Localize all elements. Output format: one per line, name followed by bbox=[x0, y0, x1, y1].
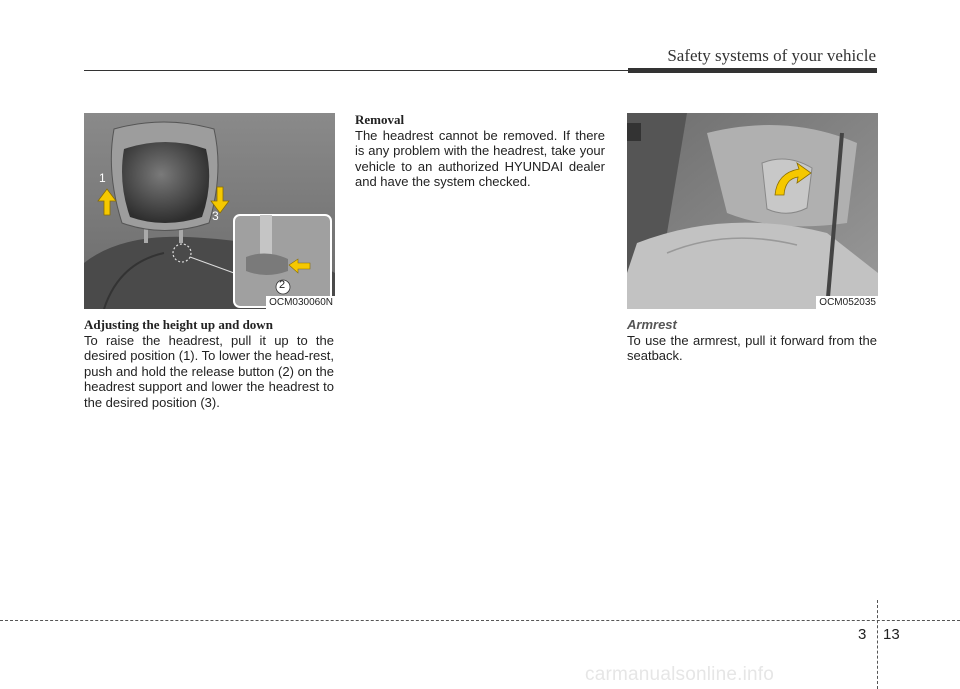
chapter-number: 3 bbox=[858, 626, 867, 643]
middle-column-text bbox=[355, 112, 605, 190]
watermark: carmanualsonline.info bbox=[585, 664, 775, 685]
figure-label-3: 3 bbox=[212, 209, 219, 223]
section-heading: Armrest bbox=[627, 317, 677, 332]
figure-code: OCM052035 bbox=[816, 296, 878, 309]
page-header-title: Safety systems of your vehicle bbox=[667, 46, 876, 65]
armrest-photo bbox=[627, 113, 878, 309]
left-column-text bbox=[84, 317, 334, 411]
section-heading: Removal bbox=[355, 112, 405, 127]
body-paragraph: To use the armrest, pull it forward from the seatback. bbox=[627, 332, 877, 364]
right-column-text bbox=[627, 317, 877, 364]
figure-code: OCM030060N bbox=[266, 296, 335, 309]
figure-label-2: 2 bbox=[279, 279, 286, 291]
body-paragraph: To raise the headrest, pull it up to the desired position (1). To lower the head-rest, push and hold the release button (2) on the headrest support and lower the headrest to the desired position (3). bbox=[84, 332, 334, 410]
figure-label-1: 1 bbox=[99, 171, 106, 185]
headrest-figure bbox=[84, 113, 335, 309]
page-number: 13 bbox=[883, 626, 900, 643]
headrest-photo bbox=[84, 113, 335, 309]
armrest-figure bbox=[627, 113, 878, 309]
footer-divider bbox=[877, 600, 878, 689]
header-rule bbox=[84, 70, 628, 71]
section-heading: Adjusting the height up and down bbox=[84, 317, 273, 332]
body-paragraph: The headrest cannot be removed. If there is any problem with the headrest, take your vehicle to an authorized HYUNDAI dealer and have the system checked. bbox=[355, 127, 605, 190]
footer-rule bbox=[0, 620, 960, 621]
header-rule-accent bbox=[628, 68, 877, 73]
